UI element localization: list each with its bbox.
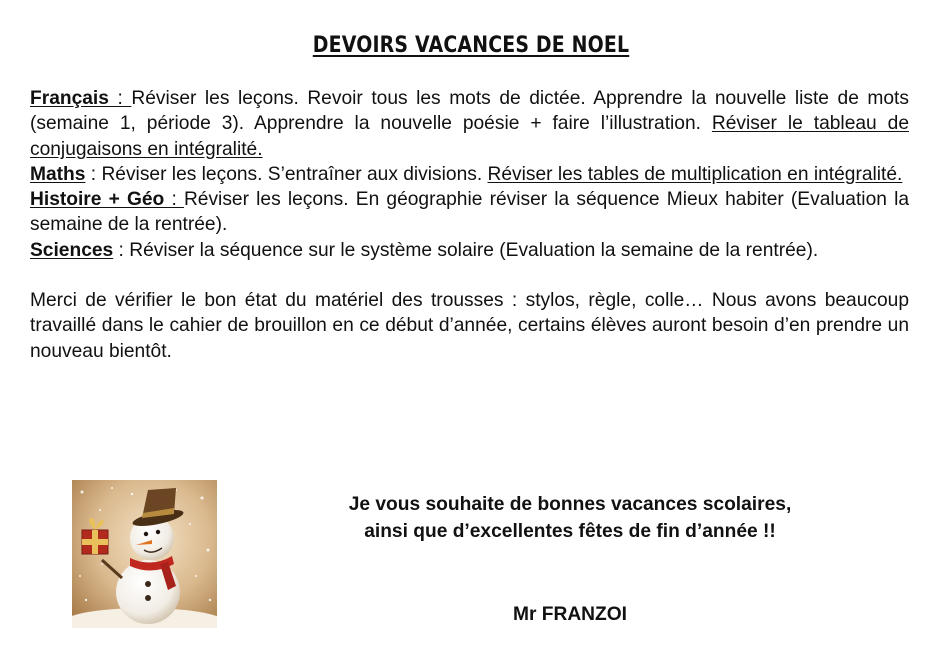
homework-body [30, 86, 909, 364]
signature: Mr FRANZOI [512, 604, 628, 625]
section-histoire-geo [30, 187, 909, 238]
section-text-sciences: Réviser la séquence sur le système solaire (Evaluation la semaine de la rentrée). [129, 239, 819, 261]
holiday-wishes [230, 491, 910, 545]
section-sciences [30, 238, 909, 263]
section-separator: : [117, 88, 132, 109]
section-text-histoire-geo: Réviser les leçons. En géographie réviser la séquence Mieux habiter (Evaluation la semaine de la rentrée). [30, 189, 910, 236]
section-label-francais: Français [30, 88, 118, 109]
section-text-francais: Réviser les leçons. Revoir tous les mots de dictée. Apprendre la nouvelle liste de mots (semaine 1, période 3). Apprendre la nouvelle poésie + faire l’illustration. [30, 88, 909, 135]
section-emphasis-francais: Réviser le tableau de conjugaisons en intégralité. [30, 113, 909, 160]
section-separator: : [171, 189, 184, 211]
section-maths [30, 162, 909, 187]
wishes-line-2: ainsi que d’excellentes fêtes de fin d’année !! [364, 521, 776, 542]
section-francais [30, 86, 909, 162]
section-emphasis-maths: Réviser les tables de multiplication en intégralité. [487, 163, 903, 185]
section-label-sciences: Sciences [30, 239, 114, 261]
supplies-note: Merci de vérifier le bon état du matériel des trousses : stylos, règle, colle… Nous avons beaucoup travaillé dans le cahier de brouillon en ce début d’année, certains élèves auront besoin d’en prendre un nouveau bientôt. [30, 290, 909, 362]
paragraph-spacer [30, 263, 909, 288]
snowman-with-gift-icon [72, 480, 217, 628]
section-label-histoire-geo: Histoire + Géo [30, 189, 172, 211]
document-title: DEVOIRS VACANCES DE NOEL [312, 33, 630, 58]
section-label-maths: Maths [30, 163, 86, 185]
section-text-maths: Réviser les leçons. S’entraîner aux divisions. [101, 163, 488, 185]
section-separator: : [113, 239, 130, 261]
section-separator: : [85, 163, 102, 185]
wishes-line-1: Je vous souhaite de bonnes vacances scolaires, [348, 494, 792, 515]
